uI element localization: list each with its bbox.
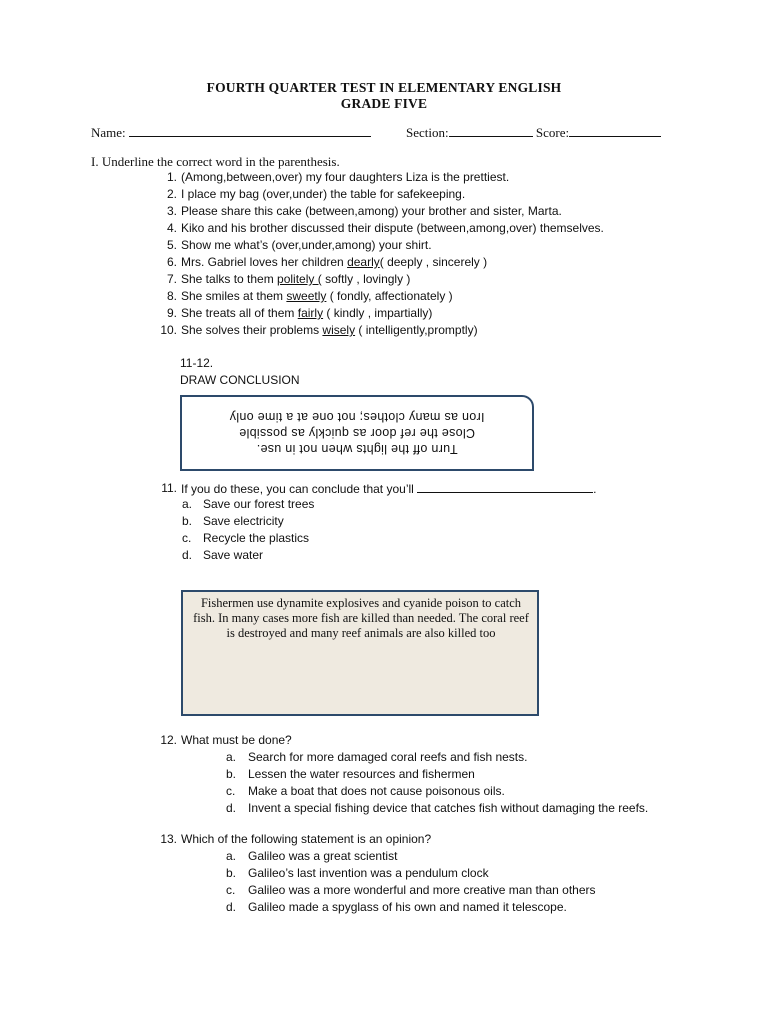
q11-question-text: If you do these, you can conclude that you’ll bbox=[181, 482, 418, 496]
q11-answer-blank[interactable] bbox=[417, 481, 593, 493]
item-text: I place my bag (over,under) the table for safekeeping. bbox=[181, 187, 466, 201]
item-underlined-word: sweetly bbox=[286, 289, 327, 303]
option-letter: d. bbox=[182, 548, 193, 562]
part1-instruction: I. Underline the correct word in the parenthesis. bbox=[91, 154, 340, 169]
item-text: Mrs. Gabriel loves her children bbox=[181, 255, 348, 269]
answer-option[interactable]: Save our forest trees bbox=[203, 497, 315, 511]
part1-item-10 bbox=[181, 323, 478, 337]
part1-item-1 bbox=[181, 170, 509, 184]
q11-period: . bbox=[593, 482, 597, 496]
item-number: 2. bbox=[166, 187, 177, 201]
part1-item-2 bbox=[181, 187, 465, 201]
option-letter: b. bbox=[226, 866, 237, 880]
item-underlined-word: dearly bbox=[347, 255, 380, 269]
grade-subtitle: GRADE FIVE bbox=[340, 96, 428, 111]
answer-option[interactable]: Galileo’s last invention was a pendulum clock bbox=[248, 866, 489, 880]
item-number: 4. bbox=[166, 221, 177, 235]
option-letter: c. bbox=[226, 883, 236, 897]
part1-item-7 bbox=[181, 272, 410, 286]
part1-item-3 bbox=[181, 204, 562, 218]
item-text: She treats all of them bbox=[181, 306, 298, 320]
item-choices: ( intelligently,promptly) bbox=[355, 323, 478, 337]
section2-range: 11-12. bbox=[180, 356, 214, 370]
item-text: Show me what’s (over,under,among) your shirt. bbox=[181, 238, 432, 252]
section-field-row bbox=[406, 124, 661, 141]
part1-item-9 bbox=[181, 306, 432, 320]
item-number: 10. bbox=[160, 323, 177, 337]
item-choices: ( kindly , impartially) bbox=[323, 306, 433, 320]
conclusion-line-2: Close the ref door as quickly as possible bbox=[238, 426, 476, 440]
item-number: 6. bbox=[166, 255, 177, 269]
option-letter: d. bbox=[226, 900, 237, 914]
option-letter: c. bbox=[226, 784, 236, 798]
answer-option[interactable]: Save electricity bbox=[203, 514, 284, 528]
part1-item-4 bbox=[181, 221, 604, 235]
conclusion-line-1: Turn off the lights when not in use. bbox=[256, 442, 458, 456]
option-letter: b. bbox=[182, 514, 193, 528]
answer-option[interactable]: Lessen the water resources and fishermen bbox=[248, 767, 475, 781]
q12-question: What must be done? bbox=[181, 733, 292, 747]
score-label: Score: bbox=[535, 125, 570, 140]
section-blank[interactable] bbox=[449, 124, 533, 137]
name-blank[interactable] bbox=[129, 124, 371, 137]
item-underlined-word: wisely bbox=[322, 323, 356, 337]
q13-question: Which of the following statement is an opinion? bbox=[181, 832, 432, 846]
score-blank[interactable] bbox=[569, 124, 661, 137]
answer-option[interactable]: Save water bbox=[203, 548, 264, 562]
item-text: She smiles at them bbox=[181, 289, 287, 303]
item-number: 1. bbox=[166, 170, 177, 184]
item-underlined-word: fairly bbox=[297, 306, 324, 320]
item-number: 8. bbox=[166, 289, 177, 303]
item-text: She solves their problems bbox=[181, 323, 323, 337]
item-text: Kiko and his brother discussed their dispute (between,among,over) themselves. bbox=[181, 221, 604, 235]
part1-item-6 bbox=[181, 255, 487, 269]
section2-heading: DRAW CONCLUSION bbox=[180, 373, 300, 387]
part1-item-5 bbox=[181, 238, 432, 252]
q12-number: 12. bbox=[160, 733, 177, 747]
answer-option[interactable]: Make a boat that does not cause poisonous oils. bbox=[248, 784, 505, 798]
conclusion-line-3: Iron as many clothes; not one at a time only bbox=[229, 410, 485, 424]
answer-option[interactable]: Recycle the plastics bbox=[203, 531, 310, 545]
item-choices: ( deeply , sincerely ) bbox=[379, 255, 488, 269]
item-choices: softly , lovingly ) bbox=[321, 272, 411, 286]
option-letter: d. bbox=[226, 801, 237, 815]
item-number: 5. bbox=[166, 238, 177, 252]
q11-question bbox=[181, 481, 597, 496]
passage-box bbox=[181, 590, 539, 716]
item-choices: ( fondly, affectionately ) bbox=[326, 289, 453, 303]
q13-number: 13. bbox=[160, 832, 177, 846]
option-letter: a. bbox=[226, 849, 237, 863]
conclusion-box-text bbox=[182, 397, 532, 469]
item-number: 9. bbox=[166, 306, 177, 320]
item-text: (Among,between,over) my four daughters Liza is the prettiest. bbox=[181, 170, 510, 184]
passage-text: Fishermen use dynamite explosives and cyanide poison to catch fish. In many cases more fish are killed than needed. The coral reef is destroyed and many reef animals are also killed too bbox=[193, 596, 529, 640]
conclusion-box bbox=[180, 395, 534, 471]
option-letter: a. bbox=[226, 750, 237, 764]
item-number: 3. bbox=[166, 204, 177, 218]
option-letter: a. bbox=[182, 497, 193, 511]
answer-option[interactable]: Invent a special fishing device that catches fish without damaging the reefs. bbox=[248, 801, 649, 815]
answer-option[interactable]: Galileo made a spyglass of his own and named it telescope. bbox=[248, 900, 567, 914]
item-underlined-word: politely ( bbox=[277, 272, 322, 286]
name-label: Name: bbox=[91, 125, 126, 140]
item-text: She talks to them bbox=[181, 272, 278, 286]
item-text: Please share this cake (between,among) your brother and sister, Marta. bbox=[181, 204, 562, 218]
answer-option[interactable]: Galileo was a more wonderful and more creative man than others bbox=[248, 883, 596, 897]
section-label: Section: bbox=[406, 125, 449, 140]
name-field-row bbox=[91, 124, 371, 141]
option-letter: c. bbox=[182, 531, 192, 545]
option-letter: b. bbox=[226, 767, 237, 781]
part1-item-8 bbox=[181, 289, 453, 303]
test-title: FOURTH QUARTER TEST IN ELEMENTARY ENGLISH bbox=[206, 80, 562, 95]
answer-option[interactable]: Search for more damaged coral reefs and fish nests. bbox=[248, 750, 528, 764]
answer-option[interactable]: Galileo was a great scientist bbox=[248, 849, 398, 863]
item-number: 7. bbox=[166, 272, 177, 286]
q11-number: 11. bbox=[161, 481, 177, 495]
